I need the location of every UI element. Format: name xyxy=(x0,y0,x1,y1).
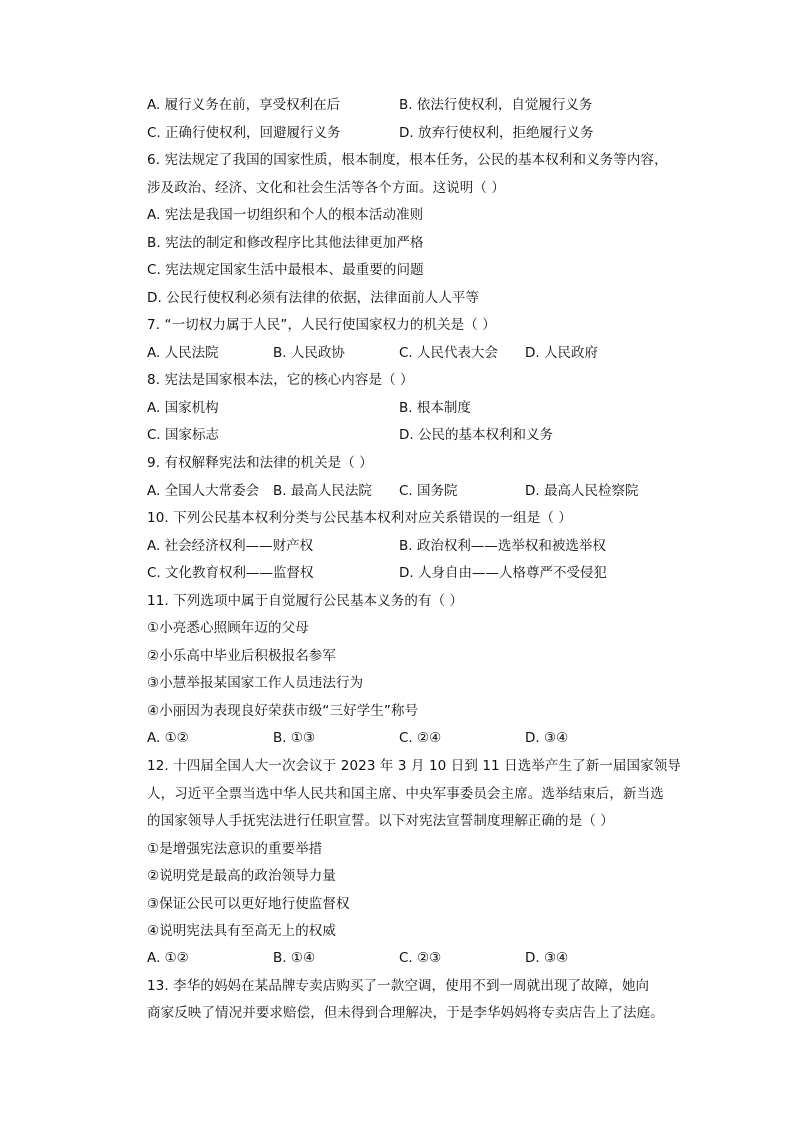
q6-option-d: D. 公民行使权利必须有法律的依据，法律面前人人平等 xyxy=(147,290,480,306)
q12-statement-2: ②说明党是最高的政治领导力量 xyxy=(147,868,337,884)
q10-option-c: C. 文化教育权利——监督权 xyxy=(147,565,314,581)
q8-option-b: B. 根本制度 xyxy=(399,400,471,416)
q6-option-a: A. 宪法是我国一切组织和个人的根本活动准则 xyxy=(147,207,424,223)
q11-statement-1: ①小亮悉心照顾年迈的父母 xyxy=(147,620,309,636)
q12-statement-1: ①是增强宪法意识的重要举措 xyxy=(147,841,323,857)
q7-option-b: B. 人民政协 xyxy=(273,345,345,361)
q10-option-a: A. 社会经济权利——财产权 xyxy=(147,538,314,554)
q13-stem-line2: 商家反映了情况并要求赔偿，但未得到合理解决，于是李华妈妈将专卖店告上了法庭。 xyxy=(147,1005,664,1021)
q7-option-c: C. 人民代表大会 xyxy=(399,345,499,361)
q12-option-a: A. ①② xyxy=(147,950,189,966)
q7-stem: 7. “一切权力属于人民”，人民行使国家权力的机关是（ ） xyxy=(147,317,496,333)
q7-option-a: A. 人民法院 xyxy=(147,345,219,361)
q11-stem: 11. 下列选项中属于自觉履行公民基本义务的有（ ） xyxy=(147,593,464,609)
prev-option-a: A. 履行义务在前，享受权利在后 xyxy=(147,97,341,113)
q8-option-c: C. 国家标志 xyxy=(147,427,220,443)
q12-option-c: C. ②③ xyxy=(399,950,442,966)
q11-option-b: B. ①③ xyxy=(273,730,316,746)
q12-stem-line3: 的国家领导人手抚宪法进行任职宣誓。以下对宪法宣誓制度理解正确的是（ ） xyxy=(147,813,614,829)
q11-option-a: A. ①② xyxy=(147,730,189,746)
prev-option-d: D. 放弃行使权利，拒绝履行义务 xyxy=(399,125,594,141)
q11-statement-3: ③小慧举报某国家工作人员违法行为 xyxy=(147,675,364,691)
q12-option-d: D. ③④ xyxy=(525,950,569,966)
q12-stem-line2: 人，习近平全票当选中华人民共和国主席、中央军事委员会主席。选举结束后，新当选 xyxy=(147,786,664,802)
q12-statement-3: ③保证公民可以更好地行使监督权 xyxy=(147,896,350,912)
q8-option-a: A. 国家机构 xyxy=(147,400,219,416)
q11-statement-2: ②小乐高中毕业后积极报名参军 xyxy=(147,648,337,664)
q9-option-b: B. 最高人民法院 xyxy=(273,483,372,499)
q11-statement-4: ④小丽因为表现良好荣获市级“三好学生”称号 xyxy=(147,703,419,719)
q11-option-c: C. ②④ xyxy=(399,730,442,746)
q11-option-d: D. ③④ xyxy=(525,730,569,746)
q9-option-a: A. 全国人大常委会 xyxy=(147,483,260,499)
q6-option-c: C. 宪法规定国家生活中最根本、最重要的问题 xyxy=(147,262,424,278)
q9-option-c: C. 国务院 xyxy=(399,483,458,499)
q8-option-d: D. 公民的基本权利和义务 xyxy=(399,427,553,443)
q12-option-b: B. ①④ xyxy=(273,950,316,966)
q12-statement-4: ④说明宪法具有至高无上的权威 xyxy=(147,923,337,939)
q6-stem-line2: 涉及政治、经济、文化和社会生活等各个方面。这说明（ ） xyxy=(147,180,505,196)
q10-option-d: D. 人身自由——人格尊严不受侵犯 xyxy=(399,565,607,581)
q7-option-d: D. 人民政府 xyxy=(525,345,598,361)
q13-stem-line1: 13. 李华的妈妈在某品牌专卖店购买了一款空调，使用不到一周就出现了故障，她向 xyxy=(147,978,650,994)
prev-option-b: B. 依法行使权利，自觉履行义务 xyxy=(399,97,593,113)
q8-stem: 8. 宪法是国家根本法，它的核心内容是（ ） xyxy=(147,372,414,388)
prev-option-c: C. 正确行使权利，回避履行义务 xyxy=(147,125,341,141)
q10-option-b: B. 政治权利——选举权和被选举权 xyxy=(399,538,606,554)
q6-stem-line1: 6. 宪法规定了我国的国家性质，根本制度，根本任务，公民的基本权利和义务等内容， xyxy=(147,152,668,168)
q12-stem-line1: 12. 十四届全国人大一次会议于 2023 年 3 月 10 日到 11 日选举产生了新一届国家领导 xyxy=(147,758,681,774)
q6-option-b: B. 宪法的制定和修改程序比其他法律更加严格 xyxy=(147,235,424,251)
q10-stem: 10. 下列公民基本权利分类与公民基本权利对应关系错误的一组是（ ） xyxy=(147,510,572,526)
q9-stem: 9. 有权解释宪法和法律的机关是（ ） xyxy=(147,455,373,471)
q9-option-d: D. 最高人民检察院 xyxy=(525,483,639,499)
